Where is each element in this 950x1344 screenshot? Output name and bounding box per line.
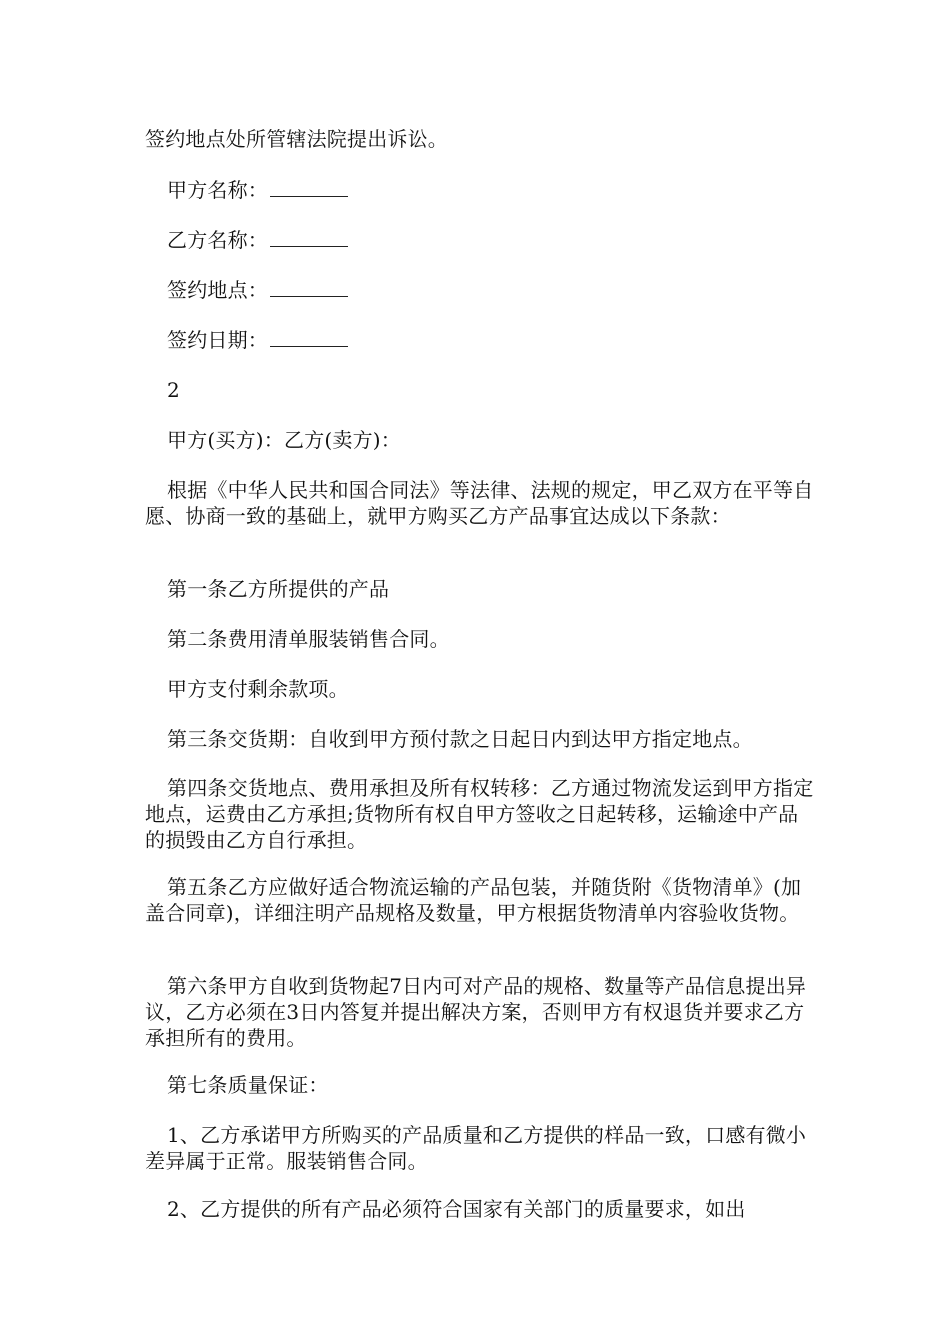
article-2: 第二条费用清单服装销售合同。 xyxy=(167,627,450,651)
article-7-item-2: 2、乙方提供的所有产品必须符合国家有关部门的质量要求，如出 xyxy=(167,1197,746,1221)
article-3: 第三条交货期：自收到甲方预付款之日起日内到达甲方指定地点。 xyxy=(167,727,753,751)
article-6: 第六条甲方自收到货物起7日内可对产品的规格、数量等产品信息提出异议，乙方必须在3日内答复并提出解决方案，否则甲方有权退货并要求乙方承担所有的费用。 xyxy=(145,974,807,1050)
article-7-item-1: 1、乙方承诺甲方所购买的产品质量和乙方提供的样品一致，口感有微小差异属于正常。服装销售合同。 xyxy=(145,1123,807,1173)
section-number: 2 xyxy=(167,378,180,402)
blank-line xyxy=(270,180,348,197)
field-party-a-name xyxy=(145,177,815,203)
field-signing-place xyxy=(145,277,815,303)
parties-heading: 甲方(买方)：乙方(卖方)： xyxy=(167,428,402,452)
article-1: 第一条乙方所提供的产品 xyxy=(167,577,390,601)
paragraph-litigation: 签约地点处所管辖法院提出诉讼。 xyxy=(145,127,448,151)
field-label: 签约日期： xyxy=(167,328,268,352)
field-party-b-name xyxy=(145,227,815,253)
blank-line xyxy=(270,280,348,297)
article-5: 第五条乙方应做好适合物流运输的产品包装，并随货附《货物清单》(加盖合同章)，详细注明产品规格及数量，甲方根据货物清单内容验收货物。 xyxy=(145,875,802,925)
paragraph-payment: 甲方支付剩余款项。 xyxy=(167,677,349,701)
blank-line xyxy=(270,330,348,347)
field-label: 甲方名称： xyxy=(167,178,268,202)
article-4: 第四条交货地点、费用承担及所有权转移：乙方通过物流发运到甲方指定地点，运费由乙方承担;货物所有权自甲方签收之日起转移，运输途中产品的损毁由乙方自行承担。 xyxy=(145,776,814,852)
field-label: 签约地点： xyxy=(167,278,268,302)
field-label: 乙方名称： xyxy=(167,228,268,252)
paragraph-preamble: 根据《中华人民共和国合同法》等法律、法规的规定，甲乙双方在平等自愿、协商一致的基础上，就甲方购买乙方产品事宜达成以下条款： xyxy=(145,478,814,528)
field-signing-date xyxy=(145,327,815,353)
article-7: 第七条质量保证： xyxy=(167,1073,329,1097)
blank-line xyxy=(270,230,348,247)
